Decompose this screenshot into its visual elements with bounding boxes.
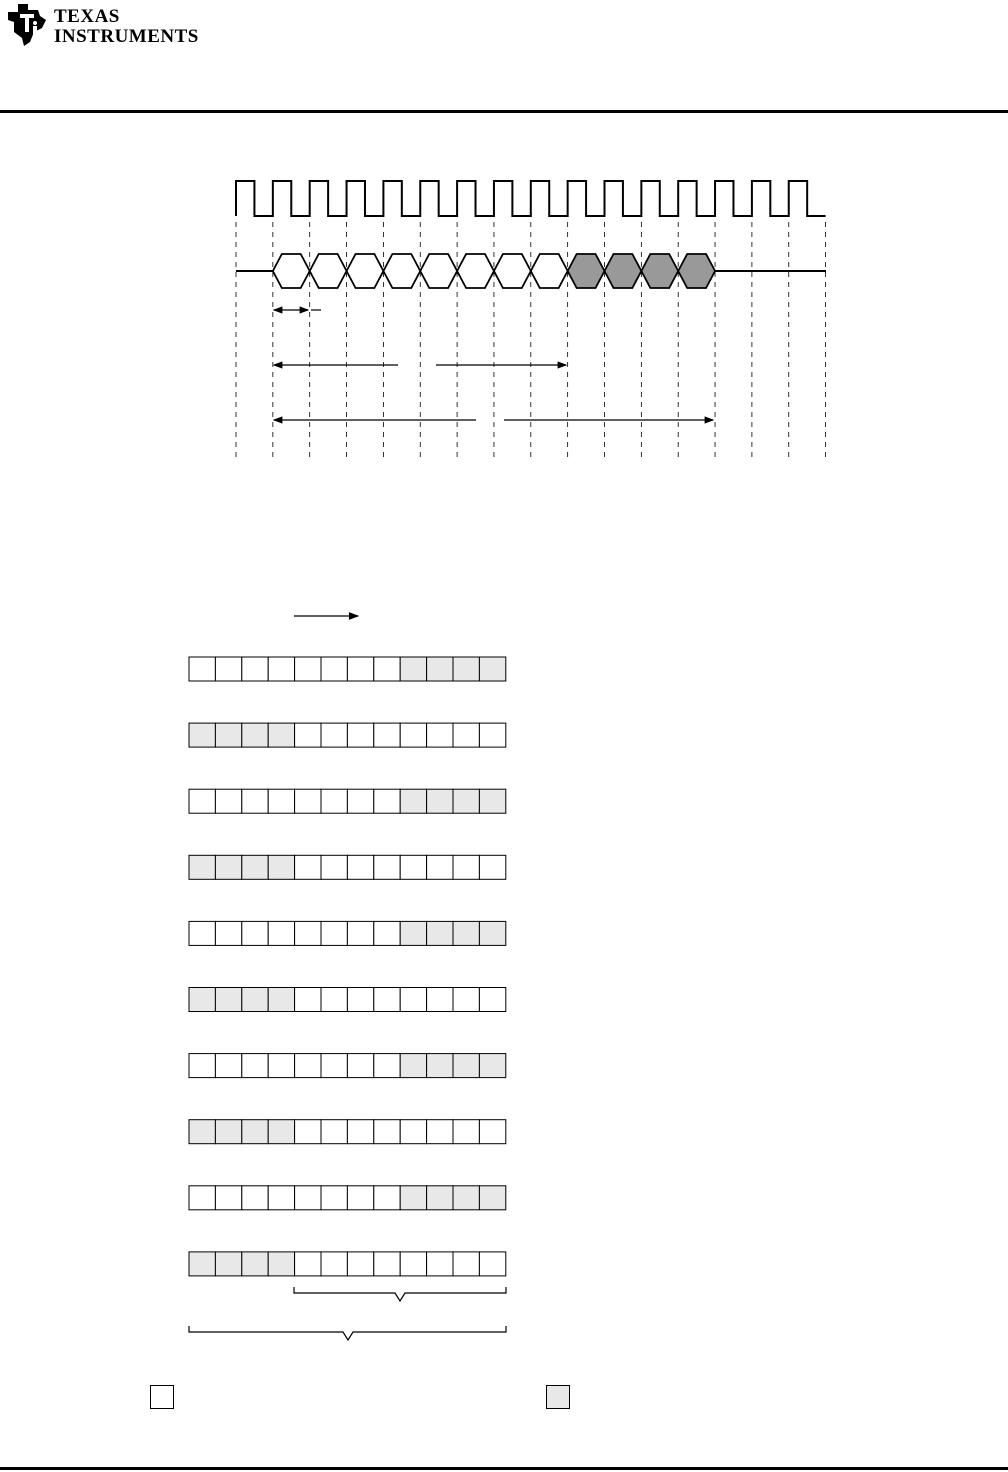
buffer-cell [374,789,400,813]
buffer-cell-shaded [215,723,241,747]
buffer-cell [347,921,373,945]
buffer-cell-shaded [268,1120,294,1144]
buffer-cell-shaded [268,855,294,879]
buffer-cell-shaded [215,1252,241,1276]
buffer-row [189,657,506,681]
buffer-row [189,1252,506,1276]
buffer-cell-shaded [453,1186,479,1210]
buffer-cell-shaded [215,988,241,1012]
buffer-cell [295,1186,321,1210]
buffer-row [189,921,506,945]
buffer-row [189,1120,506,1144]
buffer-cell [347,723,373,747]
buffer-cell-shaded [242,1252,268,1276]
buffer-cell [189,921,215,945]
buffer-cell [479,988,505,1012]
buffer-cell [374,1054,400,1078]
buffer-cell-shaded [427,789,453,813]
buffer-cell [189,789,215,813]
buffer-cell [374,921,400,945]
buffer-cell [321,1054,347,1078]
buffer-cell [321,1120,347,1144]
buffer-cell [321,1252,347,1276]
buffer-cell [347,1054,373,1078]
buffer-rows [189,657,506,1276]
footer-rule [0,1467,1008,1470]
buffer-cell [295,789,321,813]
buffer-cell [215,921,241,945]
buffer-cell [347,789,373,813]
buffer-cell [321,1186,347,1210]
buffer-cell [374,988,400,1012]
buffer-cell-shaded [242,1120,268,1144]
buffer-cell [295,1054,321,1078]
buffer-cell [268,789,294,813]
buffer-cell-shaded [427,1186,453,1210]
buffer-cell-shaded [189,988,215,1012]
buffer-cell [295,1252,321,1276]
buffer-cell [295,988,321,1012]
legend-shaded-box [546,1385,570,1409]
logo-text-texas: TEXAS [54,6,120,27]
buffer-cell [427,723,453,747]
buffer-cell-shaded [215,1120,241,1144]
buffer-cell [400,988,426,1012]
buffer-cell-shaded [479,921,505,945]
buffer-cell [347,657,373,681]
buffer-cell [347,988,373,1012]
buffer-cell [427,1252,453,1276]
buffer-row [189,1186,506,1210]
buffer-cell [268,1054,294,1078]
buffer-cell [400,723,426,747]
buffer-cell [453,723,479,747]
buffer-cell [268,1186,294,1210]
buffer-cell [321,921,347,945]
buffer-cell [374,1186,400,1210]
buffer-cell-shaded [400,1186,426,1210]
buffer-cell [295,657,321,681]
buffer-cell [347,1252,373,1276]
buffer-cell [453,1252,479,1276]
buffer-cell [189,1186,215,1210]
buffer-cell [215,1186,241,1210]
buffer-cell [215,789,241,813]
eight-cell-brace [294,1287,506,1301]
buffer-cell [295,723,321,747]
buffer-cell [453,855,479,879]
buffer-cell [427,988,453,1012]
buffer-cell-shaded [189,1252,215,1276]
buffer-cell [189,657,215,681]
buffer-row [189,855,506,879]
buffer-cell [242,789,268,813]
buffer-cell [374,657,400,681]
buffer-cell-shaded [189,723,215,747]
buffer-cell [479,1120,505,1144]
buffer-cell-shaded [400,1054,426,1078]
buffer-cell [374,855,400,879]
buffer-cell [321,789,347,813]
buffer-cell [215,1054,241,1078]
buffer-cell [347,1186,373,1210]
buffer-cell-shaded [479,1054,505,1078]
buffer-cell [400,1120,426,1144]
buffer-row [189,1054,506,1078]
buffer-cell [374,1252,400,1276]
buffer-cell [189,1054,215,1078]
buffer-cell [479,855,505,879]
buffer-cell [374,1120,400,1144]
buffer-cell-shaded [215,855,241,879]
buffer-cell-shaded [427,657,453,681]
legend-unshaded-box [150,1385,174,1409]
buffer-cell-shaded [242,855,268,879]
buffer-cell [400,855,426,879]
buffer-cell [479,1252,505,1276]
buffer-cell [321,988,347,1012]
buffer-cell [400,1252,426,1276]
buffer-cell-shaded [268,988,294,1012]
buffer-row [189,789,506,813]
buffer-cell [215,657,241,681]
buffer-cell [242,921,268,945]
buffer-cell [268,657,294,681]
buffer-cell [321,855,347,879]
buffer-cell-shaded [479,1186,505,1210]
buffer-cell-shaded [400,789,426,813]
twelve-cell-brace [189,1326,506,1340]
buffer-cell [268,921,294,945]
buffer-cell [347,1120,373,1144]
buffer-cell-shaded [479,789,505,813]
buffer-cell-shaded [189,1120,215,1144]
buffer-cell [242,1186,268,1210]
buffer-row [189,988,506,1012]
buffer-cell [427,1120,453,1144]
buffer-cell [321,657,347,681]
buffer-cell-shaded [189,855,215,879]
buffer-cell-shaded [242,988,268,1012]
buffer-cell-shaded [427,1054,453,1078]
buffer-cell-shaded [268,723,294,747]
buffer-cell-shaded [453,657,479,681]
buffer-cell [295,855,321,879]
buffer-cell [242,657,268,681]
buffer-cell-shaded [453,921,479,945]
buffer-cell [453,988,479,1012]
buffer-cell [453,1120,479,1144]
buffer-cell [321,723,347,747]
buffer-cell-shaded [427,921,453,945]
buffer-cell-shaded [453,1054,479,1078]
buffer-cell-shaded [479,657,505,681]
buffer-cell-shaded [242,723,268,747]
buffer-cell-shaded [400,921,426,945]
buffer-cell [295,921,321,945]
buffer-cell-shaded [453,789,479,813]
buffer-cell [347,855,373,879]
buffer-cell [374,723,400,747]
logo-text-instruments: INSTRUMENTS [54,26,199,47]
buffer-row [189,723,506,747]
buffer-cell-shaded [400,657,426,681]
buffer-cell [295,1120,321,1144]
buffer-cell-shaded [268,1252,294,1276]
buffer-cell [242,1054,268,1078]
buffer-cell [479,723,505,747]
buffer-cell [427,855,453,879]
